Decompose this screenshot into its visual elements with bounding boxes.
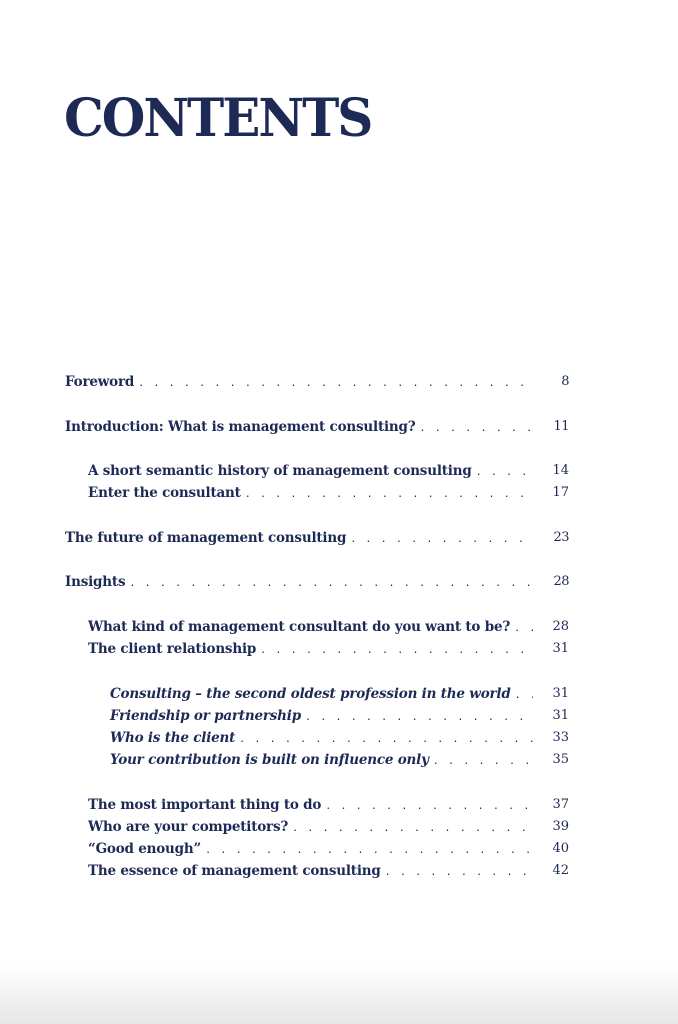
toc-entry-who-is-client[interactable] [110, 728, 569, 748]
toc-entry-label: The most important thing to do [88, 797, 322, 813]
toc-entry-what-kind[interactable] [88, 617, 569, 637]
toc-entry-semantic-history[interactable] [88, 461, 569, 481]
toc-page-number: 8 [561, 374, 569, 389]
toc-page-number: 14 [552, 463, 569, 478]
dot-leader [138, 374, 533, 394]
toc-page-number: 23 [553, 530, 569, 545]
toc-entry-label: Your contribution is built on influence only [110, 752, 429, 768]
toc-entry-introduction[interactable] [65, 417, 569, 437]
toc-entry-label: Friendship or partnership [110, 708, 301, 724]
toc-page-number: 28 [553, 574, 569, 589]
dot-leader [129, 574, 533, 594]
dot-leader [350, 530, 533, 550]
toc-entry-essence[interactable] [88, 861, 569, 881]
page-bottom-shadow [0, 964, 678, 1024]
toc-entry-label: Consulting – the second oldest profession in the world [110, 686, 511, 702]
dot-leader [260, 641, 533, 661]
toc-entry-good-enough[interactable] [88, 839, 569, 859]
toc-entry-label: “Good enough” [88, 841, 202, 857]
toc-entry-oldest-profession[interactable] [110, 684, 569, 704]
toc-page-number: 39 [552, 819, 569, 834]
dot-leader [514, 619, 533, 639]
dot-leader [239, 730, 533, 750]
toc-entry-foreword[interactable] [65, 372, 569, 392]
dot-leader [476, 463, 533, 483]
dot-leader [305, 708, 533, 728]
toc-entry-enter-consultant[interactable] [88, 483, 569, 503]
toc-page-number: 31 [552, 641, 569, 656]
toc-page-number: 31 [552, 708, 569, 723]
toc-entry-label: The essence of management consulting [88, 863, 381, 879]
toc-entry-label: Foreword [65, 374, 135, 390]
toc-page-number: 37 [552, 797, 569, 812]
toc-entry-client-relationship[interactable] [88, 639, 569, 659]
toc-page-number: 35 [552, 752, 569, 767]
toc-entry-label: What kind of management consultant do you want to be? [88, 619, 511, 635]
dot-leader [205, 841, 533, 861]
dot-leader [385, 863, 533, 883]
toc-page-number: 28 [552, 619, 569, 634]
dot-leader [245, 485, 533, 505]
dot-leader [433, 752, 533, 772]
toc-entry-label: Introduction: What is management consulting? [65, 419, 416, 435]
toc-page-number: 11 [553, 419, 569, 434]
dot-leader [419, 419, 533, 439]
toc-entry-most-important[interactable] [88, 795, 569, 815]
toc-entry-future[interactable] [65, 528, 569, 548]
toc-entry-label: The client relationship [88, 641, 257, 657]
toc-entry-label: A short semantic history of management consulting [88, 463, 472, 479]
toc-entry-friendship[interactable] [110, 706, 569, 726]
page-title: CONTENTS [64, 86, 372, 149]
toc-entry-label: The future of management consulting [65, 530, 347, 546]
dot-leader [325, 797, 533, 817]
toc-entry-label: Who is the client [110, 730, 236, 746]
toc-entry-insights[interactable] [65, 572, 569, 592]
toc-page-number: 17 [552, 485, 569, 500]
toc-page-number: 40 [552, 841, 569, 856]
toc-entry-influence[interactable] [110, 750, 569, 770]
dot-leader [515, 686, 533, 706]
toc-entry-label: Who are your competitors? [88, 819, 289, 835]
toc-entry-label: Enter the consultant [88, 485, 241, 501]
toc-entry-competitors[interactable] [88, 817, 569, 837]
toc-page-number: 31 [552, 686, 569, 701]
dot-leader [292, 819, 533, 839]
toc-page-number: 33 [552, 730, 569, 745]
toc-entry-label: Insights [65, 574, 126, 590]
toc-page-number: 42 [552, 863, 569, 878]
